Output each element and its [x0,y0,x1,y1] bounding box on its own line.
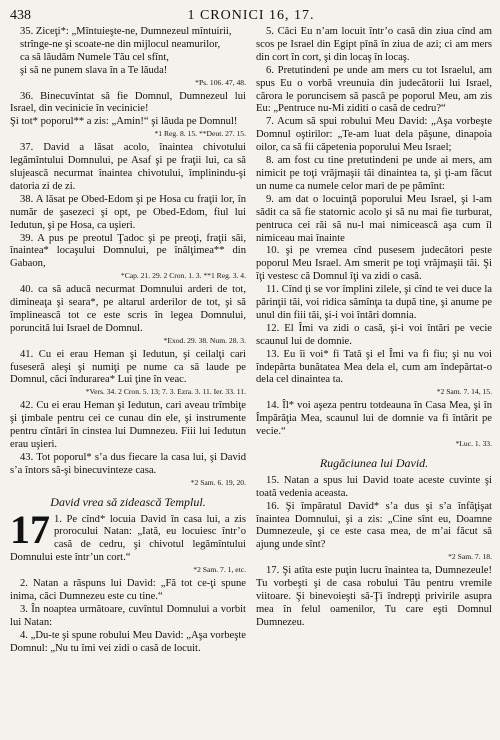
verse-text: 13. Eu îi voi* fi Tată şi el Îmi va fi fiu; şi nu voi îndepărta bunătatea Mea dela el, cum am îndepărtat-o dela cel dinaintea ta. [256,348,492,386]
verse-text: 38. A lăsat pe Obed-Edom şi pe Hosa cu fraţii lor, în număr de şasezeci şi opt, pe Obed-Edom, fiul lui Iedutun, şi pe Hosa, ca uşieri. [10,193,246,231]
verse-text: 1. Pe cînd* locuia David în casa lui, a zis prorocului Natan: „Iată, eu locuiesc într’o casă de cedru, şi chivotul legămîntului Domnului este într’un cort.“ [10,513,246,564]
verse-text: 3. În noaptea următoare, cuvîntul Domnului a vorbit lui Natan: [10,603,246,628]
verse-text: 5. Căci Eu n’am locuit într’o casă din ziua cînd am scos pe Israel din Egipt pînă în ziua de azi; ci am mers din cort în cort, şi din locaş în locaş. [256,26,492,63]
verse-text: 6. Pretutindeni pe unde am mers cu tot Israelul, am spus Eu o vorbă vreunuia din judecătorii lui Israel, cărora le poruncisem să pască pe poporul Meu, am zis Eu: „Pentruce nu-Mi ziditi o casă de cedru?“ [256,64,492,115]
cross-reference: *2 Sam. 7. 18. [448,552,492,562]
right-verses-after [256,475,492,630]
page-number: 438 [10,8,31,23]
verse-text: 17. Şi atîta este puţin lucru înaintea ta, Dumnezeule! Tu vorbeşti şi de casa robului Tău pentru vremile viitoare. Şi binevoieşti să-Ţi îndrepţi privirile asupra mea în felul oamenilor, Tu care eşti Domnul Dumnezeu. [256,565,492,628]
section-heading-left: David vrea să zidească Templul. [50,494,206,509]
verse-text: 43. Tot poporul* s’a dus fiecare la casa lui, şi David s’a întors să-şi binecuvinteze casa. [10,451,246,476]
verse-text: 11. Cînd ţi se vor împlini zilele, şi cînd te vei duce la părinţii tăi, voi ridica sămînţa ta după tine, şi anume pe unul din fiii tăi, şi-i voi întări domnia. [256,284,492,321]
verse-text: 41. Cu ei erau Heman şi Iedutun, şi ceilalţi cari fuseseră aleşi şi numiţi pe nume ca să laude pe Domnul, căci îndurarea* Lui ţine în veac. [10,348,246,386]
verse-text: 9. am dat o locuinţă poporului Meu Israel, şi l-am sădit ca să fie statornic acolo şi să nu mai fie turburat, pentruca cei răi să nu-l mai nimicească aşa cum îl nimiceau mai înainte [256,193,492,244]
cross-reference: *Luc. 1. 33. [455,439,492,448]
left-column [10,26,246,656]
chapter-number: 17 [10,506,50,552]
verse-text: strînge-ne şi scoate-ne din mijlocul neamurilor, [20,38,221,50]
verse-text: 14. Îl* voi aşeza pentru totdeauna în Casa Mea, şi în Împărăţia Mea, scaunul lui de domnie va fi întărit pe vecie.“ [256,400,492,438]
cross-reference: *2 Sam. 7. 1, etc. [193,565,246,575]
cross-reference: *2 Sam. 7. 14, 15. [436,387,492,397]
verse-text: şi să ne punem slava în a Te lăuda! [20,64,168,76]
verse-text: 15. Natan a spus lui David toate aceste cuvinte şi toată vedenia aceasta. [256,474,492,499]
section-heading-right: Rugăciunea lui David. [319,455,429,470]
verse-text: 42. Cu ei erau Heman şi Iedutun, cari aveau trîmbiţe şi ţimbale pentru cei ce cunau din ele, şi instrumente pentru cîntări în cinstea lui Dumnezeu. Fiii lui Iedutun erau uşieri. [10,400,246,450]
verse-text: 16. Şi împăratul David* s’a dus şi s’a înfăţişat înaintea Domnului, şi a zis: „Cine sînt eu, Doamne Dumnezeule, şi ce este casa mea, de m’ai făcut să ajung unde sînt? [256,500,492,551]
left-verses [10,26,246,490]
verse-text: 2. Natan a răspuns lui David: „Fă tot ce-ţi spune inima, căci Dumnezeu este cu tine.“ [10,578,246,602]
cross-reference: *Ps. 106. 47, 48. [195,77,246,87]
verse-text: 39. A pus pe preotul Ţadoc şi pe preoţi, fraţii săi, înaintea* locaşului Domnului, pe înălţimea** din Gabaon, [10,232,246,270]
right-column [256,26,492,656]
cross-reference: *2 Sam. 6. 19, 20. [190,477,246,487]
verse-text: 40. ca să aducă necurmat Domnului arderi de tot, dimineaţa şi seara*, pe altarul arderilor de tot, şi să împlinească tot ce este scris în legea Domnului, poruncită lui Israel de Domnul. [10,284,246,334]
verse-text: 36. Binecuvîntat să fie Domnul, Dumnezeul lui Israel, din vecinicie în vecinicie! [10,90,246,115]
chapter-start [10,506,246,656]
running-title: 1 CRONICI 16, 17. [187,8,315,23]
verse-text: 4. „Du-te şi spune robului Meu David: „Aşa vorbeşte Domnul: „Nu tu îmi vei zidi o casă de locuit. [10,629,246,654]
right-verses [256,26,492,451]
verse-text: 7. Acum să spui robului Meu David: „Aşa vorbeşte Domnul oştirilor: „Te-am luat dela păşune, dinapoia oilor, ca să fii căpetenia poporului Meu Israel; [256,116,492,154]
verse-text: 8. am fost cu tine pretutindeni pe unde ai mers, am nimicit pe toţi vrăjmaşii tăi dinaintea ta, şi ţi-am făcut un nume ca numele celor mari de pe pămînt: [256,155,492,192]
verse-text: 37. David a lăsat acolo, înaintea chivotului legămîntului Domnului, pe Asaf şi pe fraţii lui, ca să slujească necurmat înaintea chivotului, împlinindu-şi datoria zi de zi. [10,142,246,192]
cross-reference: *Exod. 29. 38. Num. 28. 3. [163,335,246,345]
verse-text: 35. Ziceţi*: „Mîntuieşte-ne, Dumnezeul mîntuirii, [20,26,232,37]
two-column-body [10,26,492,656]
verse-text: ca să lăudăm Numele Tău cel sfînt, [20,51,169,63]
cross-reference: *Cap. 21. 29. 2 Cron. 1. 3. **1 Reg. 3. 4. [120,271,246,281]
verse-text: Şi tot* poporul** a zis: „Amin!“ şi lăuda pe Domnul! [10,116,238,128]
page-header [10,6,492,26]
cross-reference: *1 Reg. 8. 15. **Deut. 27. 15. [154,129,246,139]
verse-text: 10. şi pe vremea cînd pusesem judecători peste poporul Meu Israel. Am smerit pe toţi vrăjmaşii tăi. Şi îţi vestesc că Domnul îţi va zidi o casă. [256,245,492,283]
cross-reference: *Vers. 34. 2 Cron. 5. 13; 7. 3. Ezra. 3. 11. Ier. 33. 11. [85,387,246,397]
verse-text: 12. El Îmi va zidi o casă, şi-i voi întări pe vecie scaunul lui de domnie. [256,322,492,347]
